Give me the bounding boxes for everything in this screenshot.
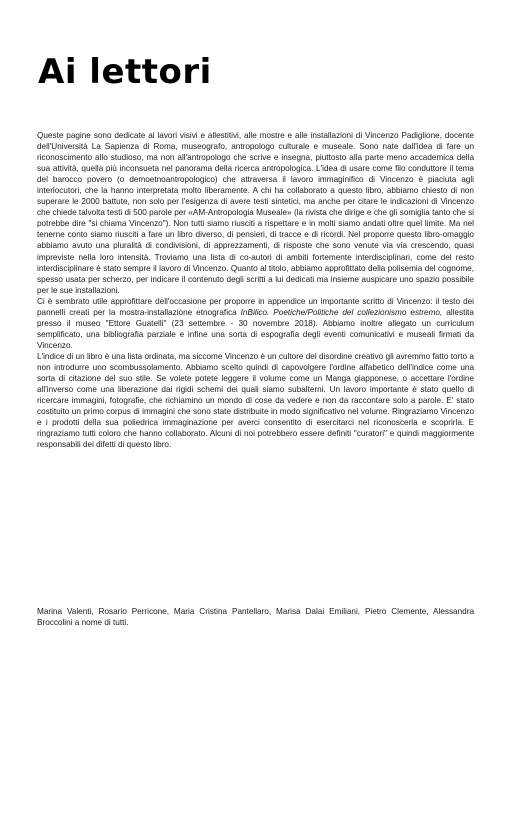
body-text: [37, 130, 474, 450]
exhibition-title: InBilico. Poetiche/Politiche del collezionismo estremo,: [240, 307, 443, 317]
page-title: Ai lettori: [38, 52, 212, 92]
paragraph-index: L'indice di un libro è una lista ordinata, ma siccome Vincenzo è un cultore del disordine creativo gli avremmo fatto torto a non introdurre uno scombussolamento. Abbiamo scelto quindi di capovolgere l'ordine alfabetico dell'indice come una sorta di citazione del suo stile. Se volete potete leggere il volume come un Manga giapponese, o accettare l'ordine all'inverso come una liberazione dai rigidi schemi dei quali siamo subalterni. Un lavoro importante è stato quello di ricercare immagini, fotografie, che richiamino un mondo di cose da vedere e non da raccontare solo a parole. E' stato costituito un primo corpus di immagini che sono state distribuite in modo significativo nel volume. Ringraziamo Vincenzo e i prodotti della sua poliedrica immaginazione per averci consentito di esercitarci nel riconoscerla e scoprirla. E ringraziamo tutti coloro che hanno collaborato. Alcuni di noi potrebbero essere definiti "curatori" e quindi maggiormente responsabili dei difetti di questo libro.: [37, 351, 474, 450]
signature: Marina Valenti, Rosario Perricone, Maria Cristina Pantellaro, Marisa Dalai Emiliani, Pietro Clemente, Alessandra Broccolini a nome di tutti.: [37, 607, 474, 628]
paragraph-appendix: Ci è sembrato utile approfittare dell'occasione per proporre in appendice un importante scritto di Vincenzo: il testo dei pannelli creati per la mostra-installazione etnografica InBilico. Poetiche/Politiche del collezionismo estremo, allestita presso il museo "Ettore Guatelli" (23 settembre - 30 novembre 2018). Abbiamo inoltre allegato un curriculum semplificato, una bibliografia parziale e infine una sorta di espografia degli eventi comunicativi e museali firmati da Vincenzo.: [37, 296, 474, 350]
paragraph-intro: Queste pagine sono dedicate ai lavori visivi e allestitivi, alle mostre e alle installazioni di Vincenzo Padiglione, docente dell'Università La Sapienza di Roma, museografo, antropologo culturale e museale. Sono nate dall'idea di fare un riconoscimento allo studioso, ma non all'antropologo che scrive e insegna, piuttosto alla parte meno accademica della sua attività, quella più inconsueta nel panorama della ricerca antropologica. L'idea di usare come filo conduttore il tema del barocco povero (o demoetnoantropologico) che attraversa il lavoro immaginifico di Vincenzo è piaciuta agli interlocutori, che la hanno interpretata molto liberamente. A chi ha collaborato a questo libro, abbiamo chiesto di non superare le 2000 battute, non solo per l'esigenza di avere testi sintetici, ma anche per citare le indicazioni di Vincenzo che chiede talvolta testi di 500 parole per «AM-Antropologia Museale» (la rivista che dirige e che gli somiglia tanto che si potrebbe dire "si chiama Vincenzo"). Non tutti siamo riusciti a rispettare e in molti siamo andati oltre quel limite. Ma nel tenerne conto siamo riusciti a fare un libro diverso, di pensieri, di tracce e di ricordi. Nel proporre questo libro-omaggio abbiamo avuto una pluralità di condivisioni, di apprezzamenti, di risposte che sono venute via via crescendo, quasi impreviste nella loro intensità. Troviamo una lista di co-autori di ambiti fortemente interdisciplinari, come del resto interdisciplinare è stato sempre il lavoro di Vincenzo. Quanto al titolo, abbiamo approfittato della polisemia del cognome, spesso usata per scherzo, per indicare il contenuto degli scritti a lui dedicati ma insieme auspicare uno spazio possibile per le sue installazioni.: [37, 131, 474, 295]
